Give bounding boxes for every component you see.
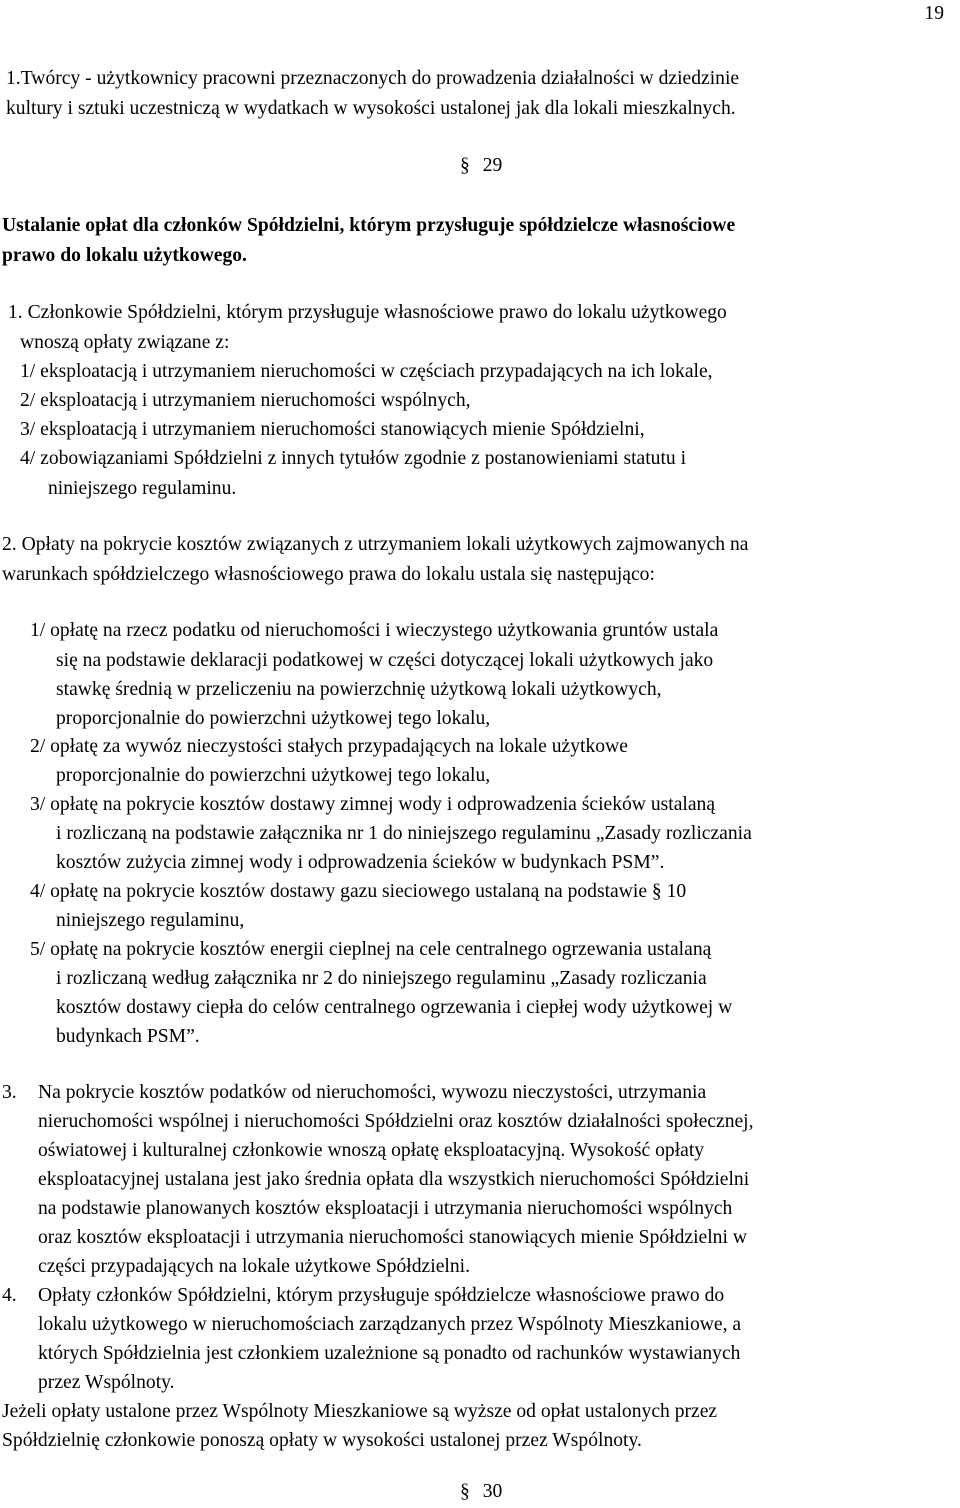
section-number: 30: [482, 1481, 503, 1502]
p2-list-item-continuation: i rozliczaną według załącznika nr 2 do niniejszego regulaminu „Zasady rozliczania: [56, 968, 707, 989]
p2-list-item-continuation: kosztów zużycia zimnej wody i odprowadzenia ścieków w budynkach PSM”.: [56, 852, 665, 873]
p1-list-item-continuation: niniejszego regulaminu.: [48, 478, 237, 499]
section-29-heading: [460, 152, 502, 180]
section-number: 29: [482, 155, 503, 176]
p2-list-item: 4/ opłatę na pokrycie kosztów dostawy gazu sieciowego ustalaną na podstawie § 10: [30, 881, 687, 902]
section-29-title-line-2: prawo do lokalu użytkowego.: [2, 245, 247, 266]
closing-line: Spółdzielnię członkowie ponoszą opłaty w wysokości ustalonej przez Wspólnoty.: [2, 1430, 642, 1451]
p3-line: części przypadających na lokale użytkowe Spółdzielni.: [38, 1256, 470, 1277]
p2-list-item: 3/ opłatę na pokrycie kosztów dostawy zimnej wody i odprowadzenia ścieków ustalaną: [30, 794, 716, 815]
p4-number: 4.: [2, 1285, 17, 1306]
p3-line: na podstawie planowanych kosztów eksploatacji i utrzymania nieruchomości wspólnych: [38, 1198, 733, 1219]
p3-number: 3.: [2, 1082, 17, 1103]
closing-line: Jeżeli opłaty ustalone przez Wspólnoty Mieszkaniowe są wyższe od opłat ustalonych przez: [2, 1401, 718, 1422]
p2-list-item-continuation: się na podstawie deklaracji podatkowej w części dotyczącej lokali użytkowych jako: [56, 650, 714, 671]
p3-line: nieruchomości wspólnej i nieruchomości Spółdzielni oraz kosztów działalności społecznej,: [38, 1111, 754, 1132]
top-paragraph-line-1: 1.Twórcy - użytkownicy pracowni przeznaczonych do prowadzenia działalności w dziedzinie: [6, 68, 740, 89]
p2-list-item: 5/ opłatę na pokrycie kosztów energii cieplnej na cele centralnego ogrzewania ustalaną: [30, 939, 712, 960]
section-symbol: §: [460, 155, 470, 176]
p2-list-item-continuation: budynkach PSM”.: [56, 1026, 200, 1047]
p4-line: lokalu użytkowego w nieruchomościach zarządzanych przez Wspólnoty Mieszkaniowe, a: [38, 1314, 742, 1335]
p1-list-item: 2/ eksploatacją i utrzymaniem nieruchomości wspólnych,: [20, 390, 471, 411]
p2-list-item-continuation: stawkę średnią w przeliczeniu na powierzchnię użytkową lokali użytkowych,: [56, 679, 662, 700]
section-symbol: §: [460, 1481, 470, 1502]
p2-intro-line: 2. Opłaty na pokrycie kosztów związanych z utrzymaniem lokali użytkowych zajmowanych na: [2, 534, 749, 555]
p3-line: eksploatacyjnej ustalana jest jako średnia opłata dla wszystkich nieruchomości Spółdzielni: [38, 1169, 750, 1190]
p3-line: oświatowej i kulturalnej członkowie wnoszą opłatę eksploatacyjną. Wysokość opłaty: [38, 1140, 705, 1161]
p1-list-item: 1/ eksploatacją i utrzymaniem nieruchomości w częściach przypadających na ich lokale,: [20, 361, 713, 382]
p3-line: oraz kosztów eksploatacji i utrzymania nieruchomości stanowiących mienie Spółdzielni w: [38, 1227, 747, 1248]
p2-list-item: 2/ opłatę za wywóz nieczystości stałych przypadających na lokale użytkowe: [30, 736, 628, 757]
p2-list-item-continuation: niniejszego regulaminu,: [56, 910, 245, 931]
p1-line: wnoszą opłaty związane z:: [20, 332, 230, 353]
p4-line: przez Wspólnoty.: [38, 1372, 175, 1393]
section-29-title-line-1: Ustalanie opłat dla członków Spółdzielni, którym przysługuje spółdzielcze własnościowe: [2, 215, 736, 236]
p1-list-item: 3/ eksploatacją i utrzymaniem nieruchomości stanowiących mienie Spółdzielni,: [20, 419, 645, 440]
p2-list-item: 1/ opłatę na rzecz podatku od nieruchomości i wieczystego użytkowania gruntów ustala: [30, 620, 719, 641]
p4-line: których Spółdzielnia jest członkiem uzależnione są ponadto od rachunków wystawianych: [38, 1343, 741, 1364]
p2-list-item-continuation: kosztów dostawy ciepła do celów centralnego ogrzewania i ciepłej wody użytkowej w: [56, 997, 733, 1018]
p2-intro-line: warunkach spółdzielczego własnościowego prawa do lokalu ustala się następująco:: [2, 564, 655, 585]
p3-line: Na pokrycie kosztów podatków od nieruchomości, wywozu nieczystości, utrzymania: [38, 1082, 707, 1103]
p1-list-item: 4/ zobowiązaniami Spółdzielni z innych tytułów zgodnie z postanowieniami statutu i: [20, 448, 687, 469]
page-number: 19: [924, 3, 944, 24]
p2-list-item-continuation: i rozliczaną na podstawie załącznika nr 1 do niniejszego regulaminu „Zasady rozliczania: [56, 823, 752, 844]
p2-list-item-continuation: proporcjonalnie do powierzchni użytkowej tego lokalu,: [56, 708, 491, 729]
p2-list-item-continuation: proporcjonalnie do powierzchni użytkowej tego lokalu,: [56, 765, 491, 786]
section-30-heading: [460, 1478, 502, 1506]
p1-line: 1. Członkowie Spółdzielni, którym przysługuje własnościowe prawo do lokalu użytkowego: [8, 302, 727, 323]
top-paragraph-line-2: kultury i sztuki uczestniczą w wydatkach w wysokości ustalonej jak dla lokali mieszkalnych.: [6, 98, 736, 119]
p4-line: Opłaty członków Spółdzielni, którym przysługuje spółdzielcze własnościowe prawo do: [38, 1285, 725, 1306]
